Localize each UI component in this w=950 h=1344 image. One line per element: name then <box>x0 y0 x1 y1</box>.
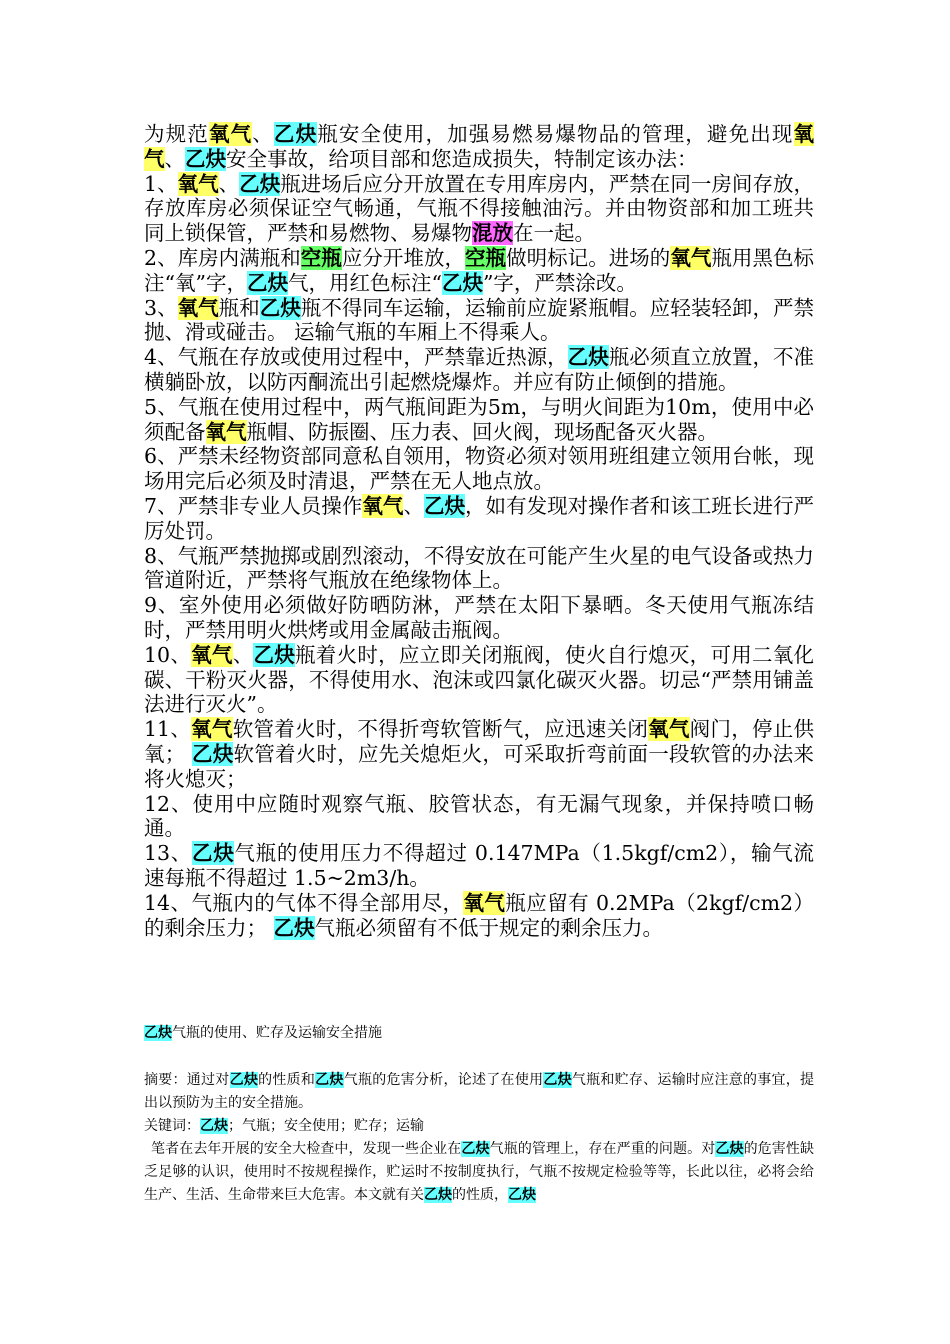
text-run: 软管着火时，应先关熄炬火，可采取折弯前面一段软管的办法来将火熄灭； <box>144 741 814 791</box>
text-run: 应分开堆放， <box>341 245 466 270</box>
text-run: 、 <box>403 493 424 518</box>
text-run: 10、 <box>144 642 192 667</box>
rule-paragraph <box>144 841 814 891</box>
rule-paragraph <box>144 717 814 791</box>
article-title <box>144 1022 814 1045</box>
acetylene-highlight: 乙炔 <box>423 493 466 518</box>
text-run: 6、严禁未经物资部同意私自领用，物资必须对领用班组建立领用台帐，现场用完后必须及时清退，严禁在无人地点放。 <box>144 444 814 494</box>
acetylene-highlight: 乙炔 <box>185 146 226 171</box>
acetylene-highlight: 乙炔 <box>192 741 234 766</box>
rule-paragraph <box>144 544 814 594</box>
text-run: 瓶必须直立放置，不准横躺卧放，以防丙酮流出引起燃烧爆炸。并应有防止倾倒的措施。 <box>144 345 815 394</box>
text-run: 安全事故，给项目部和您造成损失，特制定该办法： <box>226 146 698 171</box>
text-run: 气瓶的使用、贮存及运输安全措施 <box>172 1025 382 1041</box>
oxygen-highlight: 氧气 <box>205 419 247 444</box>
text-run: 5、气瓶在使用过程中，两气瓶间距为5m，与明火间距为10m，使用中必须配备 <box>144 394 814 444</box>
text-run: 关键词： <box>144 1118 200 1134</box>
rule-paragraph <box>144 593 814 643</box>
oxygen-highlight: 氧气 <box>191 717 233 742</box>
text-run: 的危害性缺乏足够的认识，使用时不按规程操作，贮运时不按制度执行，气瓶不按规定检验等等，长此以往，必将会给生产、生活、生命带来巨大危害。本文就有关 <box>144 1141 815 1203</box>
rule-paragraph <box>144 296 814 346</box>
acetylene-highlight: 乙炔 <box>273 122 318 146</box>
empty-bottle-highlight: 空瓶 <box>300 245 342 270</box>
text-run: 笔者在去年开展的安全大检查中，发现一些企业在 <box>151 1141 462 1157</box>
oxygen-highlight: 氧气 <box>648 717 690 742</box>
oxygen-highlight: 氧气 <box>670 245 712 270</box>
mixed-storage-highlight: 混放 <box>472 221 513 246</box>
acetylene-highlight: 乙炔 <box>246 270 288 295</box>
text-run: 做明标记。进场的 <box>506 245 671 270</box>
oxygen-highlight: 氧气 <box>191 642 233 667</box>
acetylene-highlight: 乙炔 <box>144 1025 172 1041</box>
acetylene-highlight: 乙炔 <box>192 841 235 866</box>
text-run: 、 <box>252 122 274 146</box>
text-run: 8、气瓶严禁抛掷或剧烈滚动，不得安放在可能产生火星的电气设备或热力管道附近，严禁将气瓶放在绝缘物体上。 <box>144 543 814 593</box>
rule-paragraph <box>144 345 814 395</box>
acetylene-highlight: 乙炔 <box>461 1141 490 1157</box>
text-run: 瓶不得同车运输，运输前应旋紧瓶帽。应轻装轻卸，严禁抛、滑或碰击。 运输气瓶的车厢上不得乘人。 <box>144 295 815 345</box>
text-run: 13、 <box>144 841 192 866</box>
rule-paragraph <box>144 444 814 494</box>
text-run: 、 <box>232 642 254 667</box>
text-run: 瓶帽、防振圈、压力表、回火阀，现场配备灭火器。 <box>246 419 718 444</box>
text-run: 11、 <box>144 717 192 742</box>
safety-rules-body <box>144 122 814 940</box>
text-run: 瓶着火时，应立即关闭瓶阀，使火自行熄灭，可用二氧化碳、干粉灭火器，不得使用水、泡沫或四氯化碳灭火器。切忌“严禁用铺盖法进行灭火”。 <box>144 642 815 717</box>
text-run: 气瓶和贮存、运输时应注意的事宜，提出以预防为主的安全措施。 <box>144 1072 815 1111</box>
rule-paragraph <box>144 643 814 717</box>
intro-paragraph <box>144 1138 814 1207</box>
acetylene-highlight: 乙炔 <box>441 270 483 295</box>
rule-paragraph <box>144 246 814 296</box>
acetylene-highlight: 乙炔 <box>259 295 301 320</box>
text-run: ，如有发现对操作者和该工班长进行严厉处罚。 <box>144 493 815 543</box>
text-run: 、 <box>164 146 185 171</box>
text-run: 9、室外使用必须做好防晒防淋，严禁在太阳下暴晒。冬天使用气瓶冻结时，严禁用明火烘烤或用金属敲击瓶阀。 <box>144 593 814 642</box>
oxygen-highlight: 氧气 <box>177 171 219 196</box>
acetylene-highlight: 乙炔 <box>253 642 296 667</box>
text-run: 的性质和 <box>258 1072 316 1088</box>
text-run: ；气瓶；安全使用；贮存；运输 <box>228 1118 424 1134</box>
text-run: 瓶进场后应分开放置在专用库房内，严禁在同一房间存放，存放库房必须保证空气畅通，气瓶不得接触油污。并由物资部和加工班共同上锁保管，严禁和易燃物、易爆物 <box>144 171 815 246</box>
text-run: 、 <box>218 171 240 196</box>
keywords-paragraph <box>144 1115 814 1138</box>
rule-paragraph <box>144 395 814 445</box>
text-run: 1、 <box>144 171 178 196</box>
oxygen-highlight: 氧气 <box>177 295 219 320</box>
text-run: 瓶和 <box>218 295 260 320</box>
rule-paragraph <box>144 494 814 544</box>
acetylene-highlight: 乙炔 <box>543 1072 572 1088</box>
text-run: ”字，严禁涂改。 <box>482 270 637 295</box>
text-run: 软管着火时，不得折弯软管断气，应迅速关闭 <box>232 717 649 742</box>
rule-paragraph <box>144 792 814 842</box>
text-run: 气瓶的使用压力不得超过 0.147MPa（1.5kgf/cm2），输气流速每瓶不得超过 1.5~2m3/h。 <box>144 841 814 890</box>
acetylene-highlight: 乙炔 <box>239 171 281 196</box>
text-run: 4、气瓶在存放或使用过程中，严禁靠近热源， <box>144 345 568 370</box>
text-run: 摘要：通过对 <box>144 1072 230 1088</box>
text-run: 气瓶必须留有不低于规定的剩余压力。 <box>314 915 664 940</box>
empty-bottle-highlight: 空瓶 <box>465 245 507 270</box>
text-run: 7、严禁非专业人员操作 <box>144 493 363 518</box>
text-run: 气瓶的管理上，存在严重的问题。对 <box>489 1141 716 1157</box>
text-run: 阀门，停止供氧； <box>144 717 815 766</box>
rule-paragraph <box>144 122 814 172</box>
acetylene-highlight: 乙炔 <box>715 1141 744 1157</box>
acetylene-highlight: 乙炔 <box>229 1072 259 1088</box>
acetylene-highlight: 乙炔 <box>315 1072 344 1088</box>
text-run: 2、库房内满瓶和 <box>144 245 301 270</box>
text-run: 为规范 <box>144 122 209 146</box>
oxygen-highlight: 氧气 <box>362 493 404 518</box>
oxygen-highlight: 氧气 <box>208 122 253 146</box>
text-run: 在一起。 <box>513 221 595 246</box>
text-run: 瓶应留有 0.2MPa（2kgf/cm2）的剩余压力； <box>144 890 815 940</box>
oxygen-highlight: 氧气 <box>463 890 506 915</box>
text-run: 14、气瓶内的气体不得全部用尽， <box>144 890 464 915</box>
text-run: 的性质， <box>452 1187 508 1203</box>
rule-paragraph <box>144 891 814 941</box>
oxygen-highlight: 氧气 <box>144 122 815 171</box>
rule-paragraph <box>144 172 814 246</box>
acetylene-highlight: 乙炔 <box>424 1187 452 1203</box>
acetylene-highlight: 乙炔 <box>273 915 315 940</box>
acetylene-highlight: 乙炔 <box>508 1187 536 1203</box>
text-run: 瓶用黑色标注“氧”字， <box>144 245 815 295</box>
text-run: 气，用红色标注“ <box>287 270 442 295</box>
text-run: 12、使用中应随时观察气瓶、胶管状态，有无漏气现象，并保持喷口畅通。 <box>144 791 814 841</box>
text-run: 瓶安全使用，加强易燃易爆物品的管理，避免出现 <box>317 122 794 146</box>
acetylene-highlight: 乙炔 <box>567 345 609 370</box>
article-section <box>144 1022 814 1207</box>
abstract-paragraph <box>144 1069 814 1115</box>
text-run: 气瓶的危害分析，论述了在使用 <box>343 1072 544 1088</box>
text-run: 3、 <box>144 295 178 320</box>
acetylene-highlight: 乙炔 <box>200 1118 228 1134</box>
